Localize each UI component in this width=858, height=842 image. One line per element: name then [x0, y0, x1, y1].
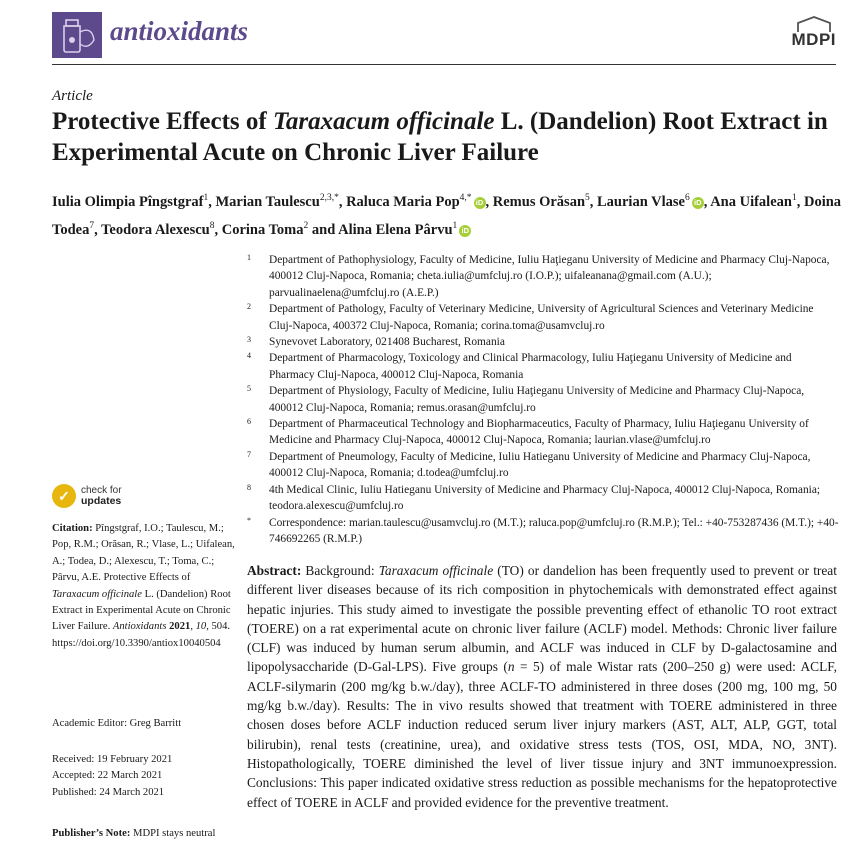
affiliation-item: 1 Department of Pathophysiology, Faculty of Medicine, Iuliu Haţieganu University of Medicine and Pharmacy Cluj-Napoca, 400012 Cluj-Napoca, Romania; cheta.iulia@umfcluj.ro (I.O.P.); uifaleanana@gmail.com (A.U.); parvualinaelena@umfcluj.ro (A.E.P.): [247, 253, 830, 299]
orcid-icon[interactable]: iD: [474, 197, 486, 209]
author: Alina Elena Pârvu$^1$ iD: [338, 222, 471, 238]
author: Doina Todea$^7$: [52, 193, 842, 238]
affiliation-list: [247, 252, 839, 547]
header-divider: [52, 64, 836, 65]
affiliation-item: 4 Department of Pharmacology, Toxicology and Clinical Pharmacology, Iuliu Haţieganu University of Medicine and Pharmacy Cluj-Napoca, 400012 Cluj-Napoca, Romania: [247, 351, 792, 381]
affiliation-item: 7 Department of Pneumology, Faculty of Medicine, Iuliu Hatieganu University of Medicine and Pharmacy Cluj-Napoca, 400012 Cluj-Napoca, Romania; d.todea@umfcluj.ro: [247, 449, 811, 480]
author: Ana Uifalean$^1$: [710, 193, 797, 210]
orcid-icon[interactable]: iD: [692, 197, 704, 209]
abstract-label: Abstract:: [247, 563, 302, 578]
article-type: Article: [52, 88, 93, 104]
check-updates-line1: check for: [81, 485, 122, 496]
citation-label: Citation:: [52, 523, 93, 534]
journal-logo-icon: [52, 12, 102, 58]
check-for-updates-button[interactable]: [52, 484, 122, 508]
title-part2: L. (Dandelion) Root Extract in Experimental Acute on Chronic Liver Failure: [52, 108, 828, 166]
author: Marian Taulescu$^{2,3,*}$: [215, 193, 339, 210]
published-date: Published: 24 March 2021: [52, 786, 165, 798]
affiliation-item: 6 Department of Pharmaceutical Technology and Biopharmaceutics, Faculty of Pharmacy, Iuliu Haţieganu University of Medicine and Pharmacy Cluj-Napoca, 400012 Cluj-Napoca, Romania; laurian.vlase@umfcluj.ro: [247, 417, 809, 447]
author: Teodora Alexescu$^8$: [101, 220, 215, 238]
accepted-date: Accepted: 22 March 2021: [52, 770, 163, 782]
affiliation-item: 3 Synevovet Laboratory, 021408 Bucharest, Romania: [247, 335, 505, 349]
journal-logo: [52, 12, 102, 58]
author: Corina Toma$^2$: [221, 220, 309, 238]
mdpi-logo-text: MDPI: [791, 30, 836, 49]
orcid-icon[interactable]: iD: [459, 225, 471, 237]
affiliation-item: 5 Department of Physiology, Faculty of Medicine, Iuliu Haţieganu University of Medicine and Pharmacy Cluj-Napoca, 400012 Cluj-Napoca, Romania; remus.orasan@umfcluj.ro: [247, 384, 805, 414]
author: Laurian Vlase$^6$ iD: [597, 194, 704, 210]
citation-doi: , 504. https://doi.org/10.3390/antiox10040504: [52, 621, 231, 649]
abstract: Abstract: Background: Taraxacum officinale (TO) or dandelion has been frequently used to prevent or treat different liver diseases because of its rich composition in phytochemicals with demonstrated effect against hepatic injuries. This study aimed to investigate the possible preventing effect of ethanolic TO root extract (TOERE) on a rat experimental acute on chronic liver failure (ACLF) model. Methods: Chronic liver failure (CLF) was induced by human serum albumin, and ACLF was induced in CLF by D-galactosamine and lipopolysaccharide (D-Gal-LPS). Five groups (n = 5) of male Wistar rats (200–250 g) were used: ACLF, ACLF-silymarin (200 mg/kg b.w./day), three ACLF-TO administered in three doses (200 mg, 100 mg, 50 mg/kg b.w./day). Results: The in vivo results showed that treatment with TOERE administered in three chosen doses before ACLF induction reduced serum liver injury markers (AST, ALT, ALP, GGT, total bilirubin), renal tests (creatinine, urea), and oxidative stress tests (TOS, OSI, MDA, NO, 3NT). Histopathologically, TOERE diminished the level of liver tissue injury and 3NT immunoexpression. Conclusions: This paper indicated oxidative stress reduction as possible mechanisms for the hepatoprotective effect of TOERE in ACLF and provided evidence for the preventive treatment.: [247, 563, 837, 810]
academic-editor: Academic Editor: Greg Barritt: [52, 718, 182, 729]
publishers-note: Publisher’s Note: MDPI stays neutral: [52, 828, 216, 839]
article-title: [52, 106, 842, 168]
title-part1: Protective Effects of: [52, 108, 273, 135]
citation-block: Citation: Pîngstgraf, I.O.; Taulescu, M.; Pop, R.M.; Orăsan, R.; Vlase, L.; Uifalean, A.; Todea, D.; Alexescu, T.; Toma, C.; Pârvu, A.E. Protective Effects of Taraxacum officinale L. (Dandelion) Root Extract in Experimental Acute on Chronic Liver Failure. Antioxidants 2021, 10, 504. https://doi.org/10.3390/antiox10040504: [52, 523, 235, 649]
checkmark-icon: ✓: [52, 484, 76, 508]
author: Remus Orăsan$^5$: [492, 193, 590, 210]
dates-block: [52, 752, 237, 801]
title-species: Taraxacum officinale: [272, 108, 495, 135]
correspondence: * Correspondence: marian.taulescu@usamvcluj.ro (M.T.); raluca.pop@umfcluj.ro (R.M.P.); Tel.: +40-753287436 (M.T.); +40-746692265 (R.M.P.): [247, 515, 839, 545]
affiliation-item: 2 Department of Pathology, Faculty of Veterinary Medicine, University of Agricultural Sciences and Veterinary Medicine Cluj-Napoca, 400372 Cluj-Napoca, Romania; corina.toma@usamvcluj.ro: [247, 302, 814, 332]
author: Raluca Maria Pop$^{4,*}$ iD: [346, 194, 485, 210]
affiliation-item: 8 4th Medical Clinic, Iuliu Hatieganu University of Medicine and Pharmacy Cluj-Napoca, 400012 Cluj-Napoca, Romania; teodora.alexescu@umfcluj.ro: [247, 482, 821, 513]
journal-name: antioxidants: [110, 16, 249, 46]
check-updates-line2: updates: [81, 495, 122, 507]
author-conjunction: and: [311, 221, 336, 238]
author-list: Iulia Olimpia Pîngstgraf$^1$, Marian Taulescu$^{2,3,*}$, Raluca Maria Pop$^{4,*}$ iD , Remus Orăsan$^5$, Laurian Vlase$^6$ iD , Ana Uifalean$^1$, Doina Todea$^7$, Teodora Alexescu$^8$, Corina Toma$^2$ and Alina Elena Pârvu$^1$ iD: [52, 193, 842, 238]
mdpi-logo: [792, 16, 837, 50]
author: Iulia Olimpia Pîngstgraf$^1$: [52, 193, 209, 210]
received-date: Received: 19 February 2021: [52, 754, 173, 765]
